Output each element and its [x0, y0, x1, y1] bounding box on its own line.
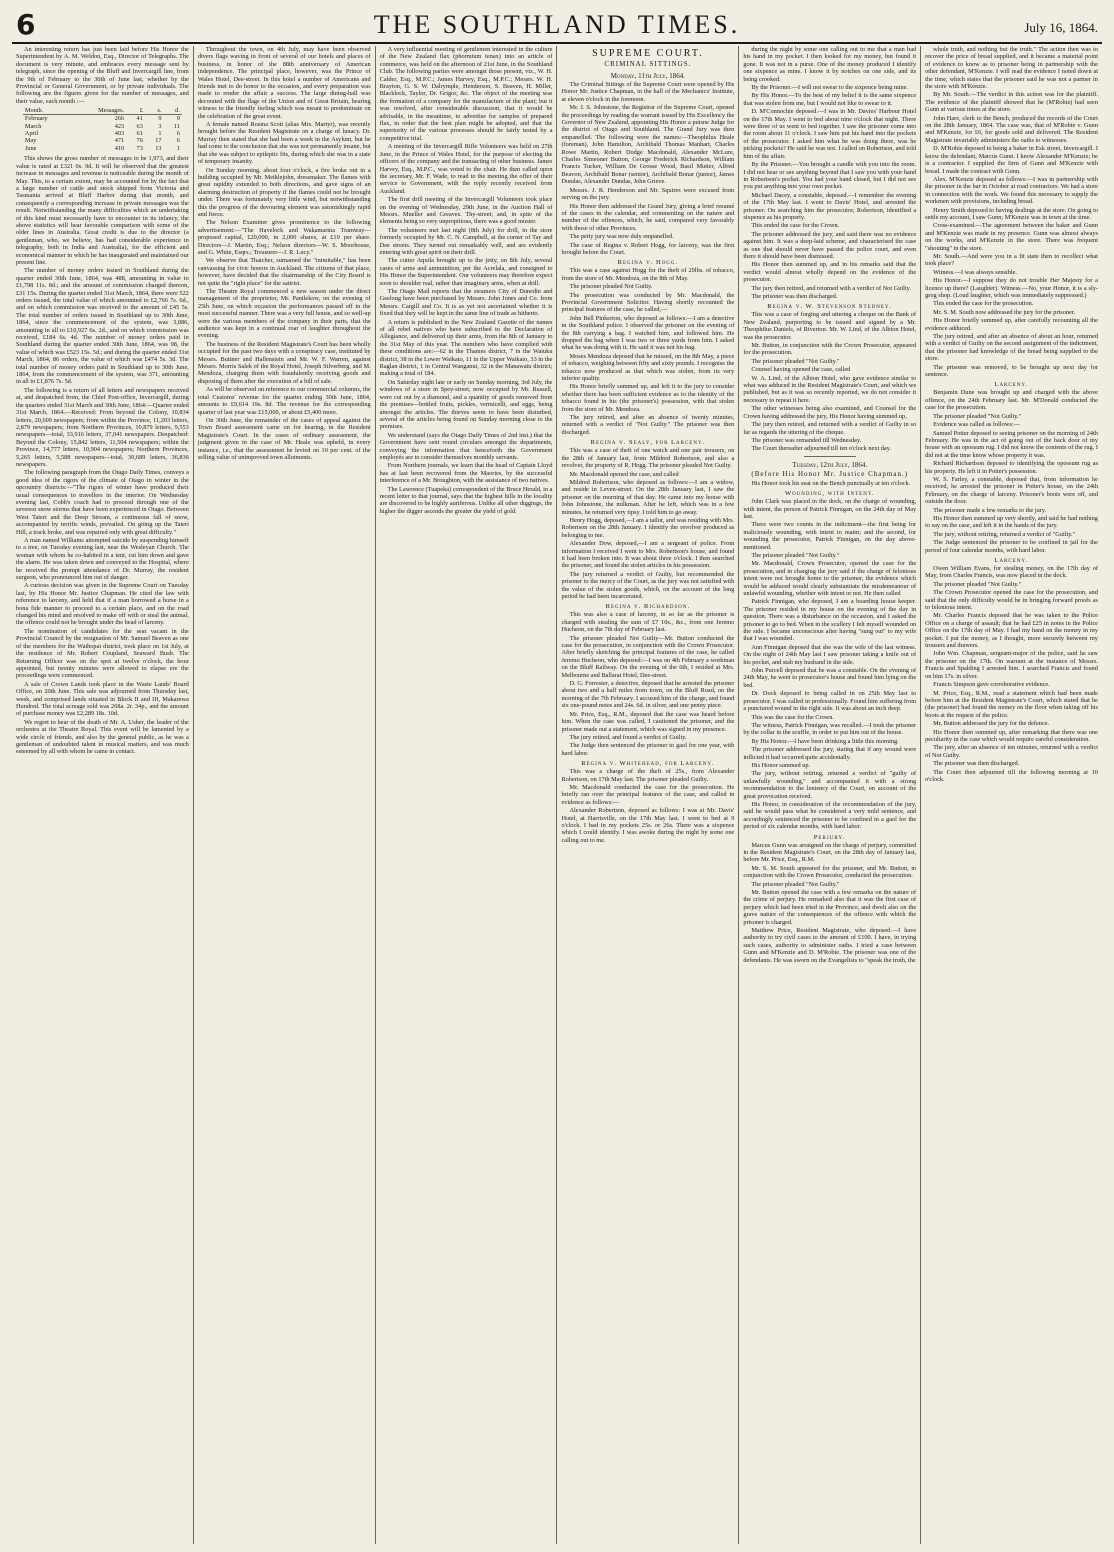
article-paragraph: The nomination of candidates for the seat vacant in the Provincial Council by the resignation of Mr. Samuel Beaven as one of the members for the Waihopai district, took place on 1st July, at the residence of Mr. Robert Coupland, Seaward Bush. The Returning Officer was on the spot at twelve o'clock, the hour appointed, but twenty minutes were allowed to elapse ere the proceedings were commenced.	[16, 627, 189, 680]
article-paragraph: Mr. Button, in conjunction with the Crown Prosecutor, appeared for the prosecution.	[743, 342, 917, 357]
article-paragraph: On Saturday night late or early on Sunday morning, 3rd July, the windows of a store in Spey-street, now occupied by Mr. Russell, were cut out by a diamond, and a quantity of goods removed from the premises—bottled fruits, pickles, vermicelli, and eggs, being amongst the articles. The thieves seem to have been disturbed, several of the articles being found on Sunday morning close to the premises.	[379, 378, 553, 431]
article-paragraph: Witness.—I was always sensible.	[933, 268, 1018, 276]
article-paragraph: A return is published in the New Zealand Gazette of the names of all rebel natives who have subscribed to the Declaration of Allegiance, and delivered up their arms, from the 8th of January to the 31st May of this year. The numbers who have complied with these conditions are:—62 in the Thames district, 7 in the Waiuku district, 38 in the Lower Waikato, 11 in the Upper Waikato, 33 in the Raglan district, 1 in Central Wanganui, 32 in the Manawatu district; making a total of 184.	[379, 318, 553, 378]
page-number: 6	[16, 8, 36, 41]
article-paragraph: Mr. South.—And were you in a fit state then to recollect what took place?	[925, 252, 1098, 268]
article-paragraph: W. A. Lind, of the Albion Hotel, who gave evidence similar to what was adduced in the Resident Magistrate's Court, and which we published, but as it was so recently reported, we do not consider it necessary to repeat it here.	[743, 374, 917, 404]
cell-messages: 423	[114, 122, 125, 130]
article-paragraph: We observe that Thatcher, surnamed the "inimitable," has been canvassing for civic honors in Auckland. The citizens of that place, however, have decided that the chairmanship of the City Board is not quite the "right place" for the satirist.	[197, 257, 371, 287]
table-header-row	[23, 107, 182, 115]
article-paragraph: By the Prisoner.—I will not swear to the sixpence being mine.	[751, 84, 909, 92]
cell-shillings: 17	[155, 137, 162, 145]
article-paragraph: Richard Richardson deposed to identifying the opossum rug as his property. He left it in Potter's possession.	[925, 460, 1098, 475]
article-paragraph: The Otago Mail reports that the steamers City of Dunedin and Geelong have been purchased by Messrs. John Jones and Co. from Messrs. Cargill and Co. It is as yet not ascertained whether it is fixed that they will be kept in the same line of trade as hitherto.	[379, 288, 553, 318]
article-paragraph: This ended the case for the prosecution.	[933, 300, 1034, 308]
article-paragraph: The prisoner pleaded "Not Guilty."	[751, 880, 840, 888]
article-paragraph: Michael Dacey, a constable, deposed.—I remember the evening of the 17th May last. I went to Davis' Hotel, and arrested the prisoner. On searching him the prosecutor, Robertson, identified a sixpence as his property.	[743, 191, 917, 221]
article-paragraph: Mr. Button opened the case with a few remarks on the nature of the crime of perjury. He remarked also that it was the first case of perjury which had been tried in the Province, and dwelt also on the grave nature of the consequences of the offence with which the prisoner is charged.	[743, 889, 917, 926]
section-subtitle: CRIMINAL SITTINGS.	[604, 60, 692, 68]
article-paragraph: during the night by some one calling out to me that a man had his hand in my pocket. I then looked for my money, but found it gone. It was not in a purse. One of the money produced I identify one sixpence as mine. I know it by notches on one side, and its being crooked.	[743, 46, 917, 83]
cell-shillings: 13	[155, 144, 162, 152]
divider	[804, 456, 856, 457]
article-paragraph: This was the case for the Crown.	[751, 713, 835, 721]
article-paragraph: The prisoner pleaded Not Guilty—Mr. Button conducted the case for the prosecution, in conjunction with the Crown Prosecutor. After briefly sketching the principal features of the case, he called Jeremo Hucheon, who deposed:—I was on 4th February a workman on the Bluff Railway. On the evening of the 6th, I resided at Mrs. Melbourne and Ballarat Hotel, Dee-street.	[561, 634, 735, 679]
article-paragraph: This was a case of theft of one watch and one pair trousers, on the 28th of January last, from Mildred Robertson, and also a revolver, the property of R. Hogg. The prisoner pleaded Not Guilty.	[561, 447, 735, 470]
article-paragraph: Alexander Robertson, deposed as follows: I was at Mr. Davis' Hotel, at Harrisville, on the 17th May last. I went to bed at 9 o'clock. I had in my pockets 25s. or 26s. There was a sixpence which I could identify. I was awoke during the night by some one calling out to me.	[561, 807, 735, 844]
article-paragraph: A sale of Crown Lands took place in the Waste Lands' Board Office, on 20th June. This sale was adjourned from Thursday last, week, and comprised lands situated in Block II and III, Makarewa Hundred. The total acreage sold was 268a. 2r. 34p., and the amount of purchase money was £2,289 18s. 10d.	[16, 680, 189, 718]
case-heading: Regina v. Richardson.	[605, 603, 691, 611]
article-paragraph: The Judge then sentenced the prisoner to gaol for one year, with hard labor.	[561, 742, 735, 757]
article-paragraph: The case of Regina v. Robert Hogg, for larceny, was the first brought before the Court.	[561, 241, 735, 256]
column-3	[375, 46, 557, 1544]
cell-shillings: 9	[158, 115, 162, 123]
article-paragraph: Benjamin Dune was brought up and charged with the above offence, on the 24th February last. Mr. M'Donald conducted the case for the prosecution.	[925, 389, 1098, 412]
cell-pounds: 41	[136, 115, 143, 123]
sitting-date: Monday, 11th July, 1864.	[610, 72, 686, 80]
article-paragraph: The petty jury was now duly empanelled.	[569, 233, 674, 241]
article-paragraph: By Mr. South.—The verdict in this action was for the plaintiff. The evidence of the plaintiff showed that he (M'Robie) had seen Gunn at various times at the store.	[925, 91, 1098, 114]
article-paragraph: The Crown Prosecutor opened the case for the prosecution, and said that the only difficulty would be in bringing forward proofs as to felonious intent.	[925, 589, 1098, 612]
column-2	[193, 46, 375, 1544]
article-paragraph: We regret to hear of the death of Mr. A. Usher, the leader of the orchestra at the Theatre Royal. This event will be lamented by a wide circle of friends, and also by the general public, as he was a gentleman of undoubted talent in musical matters, and was much esteemed by all with whom he came in contact.	[16, 718, 189, 756]
article-paragraph: The Theatre Royal commenced a new season under the direct management of the proprietor, Mr. Pantlekow, on the evening of 25th June, on which occasion the performances passed off in the most successful manner. There was a very full house, and so well-up were the various members of the company in their parts, that the audience was kept in a continual roar of laughter throughout the evening.	[197, 288, 371, 340]
table-row	[23, 123, 182, 130]
article-paragraph: The prisoner was then discharged.	[933, 760, 1020, 768]
article-paragraph: This ended the case for the Crown.	[751, 222, 840, 230]
article-paragraph: Mildred Robertson, who deposed as follows:—I am a widow, and reside in Leven-street. On the 28th January last, I saw the prisoner on the morning of that day. He came into my house with John Johnstone, the milkman. After he left, which was in a few minutes, he returned very tipsy. I told him to go away.	[561, 478, 735, 516]
cell-messages: 410	[114, 144, 125, 152]
article-paragraph: John Clark was placed in the dock, on the charge of wounding, with intent, the person of Patrick Finnigan, on the 24th day of May last.	[743, 498, 917, 520]
article-paragraph: The jury retired, and after an absence of about an hour, returned with a verdict of Guilty on the second assignment of the indictment, that the prisoner had knowledge of the bread being supplied to the store.	[925, 333, 1098, 363]
article-paragraph: The prisoner pleaded "Not Guilty."	[933, 580, 1022, 588]
issue-date: July 16, 1864.	[1024, 20, 1098, 35]
article-paragraph: Dr. Dock deposed to being called in on 25th May last to prosecutor. I was called in professionally. Found him suffering from a punctured wound in the right side. It was about an inch deep.	[743, 690, 917, 713]
article-paragraph: Mr. S. M. South now addressed the jury for the prisoner.	[933, 308, 1076, 316]
article-paragraph: Moses Mendoza deposed that he missed, on the 8th May, a piece of tobacco, weighing between fifty and sixty pounds. I recognise the tobacco now produced as that which was stolen, from its very inferior quality.	[561, 352, 735, 383]
article-paragraph: The jury then retired, and returned with a verdict of Not Guilty.	[751, 284, 911, 292]
case-heading: Wounding, with Intent.	[784, 490, 875, 498]
article-paragraph: Mr. Button addressed the jury for the defence.	[933, 720, 1050, 728]
article-paragraph: His Honor took his seat on the Bench punctually at ten o'clock.	[751, 479, 911, 487]
article-paragraph: The Judge sentenced the prisoner to be confined in jail for the period of four calendar months, with hard labor.	[925, 539, 1098, 554]
article-paragraph: Patrick Finnigan, who deposed, I am a boarding house keeper. The prisoner resided in my house on the evening of the day in question. There was a disturbance on the occasion, and I asked the prisoner to go to bed. When in the scullery I felt myself wounded on the side. I became unconscious after having "sung out" to my wife that I was wounded.	[743, 598, 917, 643]
case-heading: Regina v. Whitehead, for Larceny.	[581, 760, 715, 768]
article-paragraph: The volunteers met last night (8th July) for drill, in the store formerly occupied by Mr. C. N. Campbell, at the corner of Tay and Dee streets. They turned out remarkably well, and are evidently entering with great spirit on their drill.	[379, 226, 553, 256]
article-paragraph: His Honor briefly summed up, and left it to the jury to consider whether there has been sufficient evidence as to the identity of the tobacco found in his (the prisoner's) possession, with that stolen from the store of Mr. Mendoza.	[561, 383, 735, 413]
cell-pence: 6	[176, 137, 180, 145]
cell-pounds: 76	[136, 137, 143, 145]
article-paragraph: The jury returned a verdict of Guilty, but recommended the prisoner to the mercy of the Court, as the jury was not satisfied with the value of the stolen goods, which, on the account of the long period he had been incarcerated.	[561, 570, 735, 600]
article-paragraph: John Purcell deposed that he was a constable. On the evening of 24th May, he went to prosecutor's house and found him lying on the bed.	[743, 667, 917, 689]
article-paragraph: The following paragraph from the Otago Daily Times, conveys a good idea of the rigors of the climate of Otago in winter in the upcountry districts:—"The rigors of winter have produced their usual consequences to travellers in the interior. On Wednesday evening last, Cobb's coach had to proceed through one of the severest snow storms that have been experienced in Otago. Between West Taieri and the Deep Stream, a continuous fall of snow, accompanied by terrific winds, prevailed. On going up the Taieri Hill, a track broke, and was repaired only with great difficulty."	[16, 469, 189, 536]
article-paragraph: A meeting of the Invercargill Rifle Volunteers was held on 27th June, in the Prince of Wales Hotel, for the purpose of electing the officers of the company and the transacting of other business. James Harvey, Esq., M.P.C., was voted to the chair. He then called upon the secretary, Mr. F. Wade, to read to the meeting the offer of their service to Government, with the reply recently received from Auckland.	[379, 143, 553, 195]
article-paragraph: His Honor then summed up, and in his remarks said that the verdict would almost wholly depend on the evidence of the prosecutor.	[743, 261, 917, 284]
table-row	[23, 145, 182, 152]
article-paragraph: A very influential meeting of gentlemen interested in the culture of the New Zealand flax (phormium tenax) into an article of commerce, was held on the afternoon of 21st June, in the Southland Club. The following parties were amongst those present, viz., W. H. Calder, Esq., M.P.C.; James Harvey, Esq., M.P.C.; Messrs. W. H. Brayton, G. S. W. Dalrymple, Henderson, S. Beaven, H. Miller, Blacklock, Taylor, Dr. Grigor, &c. The object of the meeting was the formation of a company for the manufacture of the plant; but it was resolved, after considerable discussion, that it would be advisable, in the meantime, to advertise for samples of prepared flax, in order that the best plan might be adopted, and that the superiority of the various processes should be fairly tested by a competitive trial.	[379, 46, 553, 142]
cell-shillings: 1	[158, 130, 162, 138]
article-paragraph: On 30th June, the remainder of the cases of appeal against the Town Board assessment came on for hearing, in the Resident Magistrate's Court. In the cases of ordinary assessment, the judgment given in the case of Mr. Heale was upheld, in every instance, i.e., that the assessment be levied on 10 per cent. of the selling value of unimproved town allotments.	[197, 416, 371, 461]
article-paragraph: Mr. S. M. South appeared for the prisoner, and Mr. Button, in conjunction with the Crown Prosecutor, conducted the prosecution.	[743, 864, 917, 880]
table-row	[23, 115, 182, 123]
article-paragraph: Evidence was called as follows:—	[933, 421, 1020, 429]
article-paragraph: This was a case against Hogg for the theft of 29lbs. of tobacco, from the store of Mr. Mendoza, on the 8th of May.	[561, 267, 735, 282]
article-paragraph: We understand (says the Otago Daily Times of 2nd inst.) that the Government have sent round circulars amongst the departments, conveying the information that henceforth the Government employés are to consider themselves monthly servants.	[379, 431, 553, 461]
article-paragraph: The prisoner pleaded "Not Guilty."	[751, 357, 840, 365]
cell-month: February	[24, 115, 48, 123]
article-paragraph: The first drill meeting of the Invercargill Volunteers took place on the evening of Wednesday, 29th June, in the Auction Hall of Messrs. Mueller and Greaves. Thy-street; and, in spite of the elements being so very unpropitious, there was a good muster.	[379, 196, 553, 226]
cell-month: June	[24, 144, 37, 152]
article-paragraph: The jury retired, and found a verdict of Guilty.	[569, 733, 687, 741]
article-paragraph: Samuel Potter deposed to seeing prisoner on the morning of 24th February. He was in the act of going out of the back door of my house with an opossum rug. I did not know the contents of the rug. I did not at the time know whose property it was.	[925, 429, 1098, 459]
article-paragraph: A female named Rosina Scott (alias Mrs. Martyr), was recently brought before the Resident Magistrate on a charge of lunacy. Dr. Murray then stated that she had been a week in the Asylum, but he had come to the conclusion that she was not permanently insane, but that she was subject to epileptic fits, during which she was in a state of temporary insanity.	[197, 121, 371, 166]
cell-pounds: 61	[136, 130, 143, 138]
article-paragraph: The jury, without retiring, returned a verdict of "guilty of unlawfully wounding," and accompanied it with a strong recommendation to the leniency of the Court, on account of the great provocation received.	[743, 770, 917, 800]
article-paragraph: D. M'Connochie deposed.—I was in Mr. Davies' Harbour Hotel on the 17th May. I went to bed about nine o'clock that night. There were three of us went to bed together. I saw the prisoner come into the room about 11 o'clock. I saw him put his hand into the pockets of the prosecutor. I asked him what he was doing there, was he picking pockets? He said he was not. I called on Robertson, and told him of the affair.	[743, 108, 917, 160]
article-paragraph: Marcus Gunn was arraigned on the charge of perjury, committed in the Resident Magistrate's Court, on the 28th day of January last, before Mr. Price, Esq., R.M.	[743, 841, 917, 864]
article-paragraph: His Honor.—I suppose they do not trouble Her Majesty for a licence up there? (Laughter). Witness.—No, your Honor, it is a sly-grog shop. (Loud laughter, which was immediately suppressed.)	[925, 277, 1098, 299]
article-paragraph: W. S. Farley, a constable, deposed that, from information he received, he arrested the prisoner in Potter's house, on the 24th February, on the charge of larceny. Prisoner's boots were off, and outside the door.	[925, 475, 1098, 506]
article-paragraph: Henry Smith deposed to having dealings at the store. On going to settle my account, I saw Gunn; M'Kenzie was in town at the time.	[925, 206, 1098, 221]
article-paragraph: A man named Williams attempted suicide by suspending himself to a tree, on Tuesday evening last, near the Wesleyan Church. The woman with whom he co-habited in a tent, cut him down and gave the alarm. He was taken down and conveyed to the Hospital, where he received the prompt attendance of Dr. Murray, the resident surgeon, who pronounced him out of danger.	[16, 537, 189, 582]
column-5	[738, 46, 920, 1544]
sitting-date: Tuesday, 12th July, 1864.	[792, 460, 868, 469]
article-paragraph: There were two counts in the indictment—the first being for maliciously wounding, with intent to maim; and the second, for wounding the prosecutor, Patrick Finnigan, on the day above-mentioned.	[743, 521, 917, 551]
article-paragraph: By the Prisoner.—You brought a candle with you into the room. I did not hear or see anything beyond that I saw you with your hand in Robertson's pocket. You had your hand closed, but I did not see you put anything into your own pocket.	[743, 161, 917, 191]
cell-pounds: 63	[136, 122, 143, 130]
article-paragraph: Mr. Charles Francis deposed that he was taken to the Police Office on a charge of assault; that he had £25 in notes in the Police Office on the 17th day of May. I had my hand on the money in my pocket. I put the money, as I thought, more securely between my trousers and drawers.	[925, 612, 1098, 650]
article-paragraph: D. M'Robie deposed to being a baker in Esk street, Invercargill. I know the defendant, Marcus Gunn. I know Alexander M'Kenzie; he is a contractor. I supplied the firm of Gunn and M'Kenzie with bread. I made the contract with Gunn.	[925, 145, 1098, 175]
article-paragraph: The witness, Patrick Finnigan, was recalled.—I took the prisoner by the collar in the scuffle, in order to put him out of the house.	[743, 721, 917, 737]
article-paragraph: John Bell Pinkerton, who deposed as follows:—I am a detective in the Southland police. I observed the prisoner on the evening of the 8th carrying a bag. I watched him, and followed him. He dropped the bag when I was two or three yards from him. I asked what he was doing with it. He said it was not his bag.	[561, 314, 735, 352]
article-paragraph: The jury, without retiring, returned a verdict of "Guilty."	[933, 530, 1076, 538]
article-paragraph: Mr. Macdonald opened the case, and called	[569, 470, 679, 478]
article-paragraph: The following is a return of all letters and newspapers received at, and despatched from, the Chief Post-office, Invercargill, during the quarters ended 31st March and 30th June, 1864:—Quarter ended 31st March, 1864.—Received: From beyond the Colony, 10,834 letters, 20,609 newspapers; from within the Province, 11,203 letters, 2,879 newspapers; from Northern Provinces, 10,879 letters, 9,553 newspapers—total, 33,916 letters, 37,041 newspapers. Despatched: Beyond the Colony, 15,842 letters, 11,504 newspapers; within the Province, 14,777 letters, 10,904 newspapers; Northern Provinces, 5,265 letters, 5,588 newspapers—total, 30,689 letters, 36,836 newspapers.	[16, 386, 189, 468]
article-paragraph: Mr. Price, Esq., R.M., deposed that the case was heard before him. When the case was called, I cautioned the prisoner, and the prisoner made out a statement, which was signed in my presence.	[561, 710, 735, 733]
cell-month: April	[24, 130, 39, 138]
article-paragraph: The prisoner pleaded Not Guilty.	[569, 283, 653, 291]
article-paragraph: whole truth, and nothing but the truth." The action then was to recover the price of bread supplied, and it became a material point of evidence to know as to prisoner being in partnership with the other defendant, M'Kenzie. I will read the evidence I noted down at the time, which states that the prisoner said he was not a partner in the store with M'Kenzie.	[925, 46, 1098, 91]
article-paragraph: The prosecution was conducted by Mr. Macdonald, the Provincial Government Solicitor. Having shortly recounted the principal features of the case, he called,—	[561, 291, 735, 314]
article-paragraph: By His Honor.—I have been drinking a little this morning.	[751, 737, 899, 745]
article-paragraph: A curious decision was given in the Supreme Court on Tuesday last, by His Honor Mr. Justice Chapman. He cited the law with reference to larceny, and held that if a man borrowed a horse in a bona fide manner to proceed to a certain place, and on the road changed his mind and resolved to make off with or steal the animal, the offence could not be brought under the head of larceny.	[16, 582, 189, 627]
cell-pence: 6	[176, 130, 180, 138]
article-paragraph: The number of money orders issued in Southland during the quarter ended 30th June, 1864, was 488, amounting in value to £1,798 11s. 8d.; and the amount of commission charged thereon, £31 15s. During the quarter ended 31st March, 1864, there were 522 orders issued, the total value of which amounted to £2,766 7s. 6d., and on which commission was received to the amount of £45 5s. The total number of orders issued in Southland up to 30th June, 1864, since the commencement of the system, was 3,086, amounting in all to £10,927 6s. 2d., and on which commission was received, £184 6s. 4d. The number of money orders paid in Southland during the quarter ended 30th June, 1864, was 98, the value of which was £523 15s. 5d.; and during the quarter ended 31st March, 1864, 86 orders, the value of which was £474 5s. 3d. The total number of money orders paid in Southland up to 30th June, 1864, from the commencement of the system, was 371, amounting in all to £1,876 7s. 5d.	[16, 267, 189, 386]
article-paragraph: The Court thereafter adjourned till ten o'clock next day.	[751, 445, 892, 453]
cell-messages: 471	[114, 137, 125, 145]
article-paragraph: The jury, after an absence of ten minutes, returned with a verdict of Not Guilty.	[925, 744, 1098, 759]
telegraph-messages-table	[23, 107, 182, 152]
article-paragraph: The prisoner was then discharged.	[751, 293, 838, 300]
article-paragraph: From Northern journals, we learn that the head of Captain Lloyd has at last been recovered from the Maories, by the successful interference of a Mr. Broughton, with the assistance of two natives.	[379, 462, 553, 485]
column-1	[12, 46, 193, 1544]
case-heading: Regina v. W. Stevenson Stedney.	[767, 303, 893, 311]
case-heading: Perjury.	[813, 833, 846, 841]
cell-shillings: 3	[158, 122, 162, 130]
article-paragraph: His Honor then summed up very shortly, and said he had nothing to say on the case, and left it in the hands of the jury.	[925, 514, 1098, 530]
column-4	[556, 46, 738, 1544]
article-paragraph: Mr. J. S. Johnstone, the Registrar of the Supreme Court, opened the proceedings by reading the warrant issued by His Excellency the Governor of New Zealand, appointing His Honor a puisne Judge for the district of Otago and Southland. The Grand Jury was then empanelled. The following were the names:—Theophilus Heale (foreman), John Hamilton, Archibald Thomas Manhart, Charles Rowe Martin, Robert Dodge Macdonald, Alexander McLure, Charles Simeoner Button, George Frederick Richardson, William Francis Tucker, William De Grosse Wood, Basil Mutter, Alfred Beavon, Archibald Bonar (senior), Archibald Bonar (junior), James Dundas, Alexander Dundas, John Grieve.	[561, 104, 735, 186]
cell-pence: 9	[176, 115, 180, 123]
article-paragraph: Throughout the town, on 4th July, may have been observed divers flags waving in front of several of our hotels and places of business, in honor of the 88th anniversary of American independence. The principal place, however, was the Prince of Wales Hotel, Dee-street. In this hotel a number of Americans and friends met to do honor to the occasion, and every preparation was made to render the affair a success. The large dining-hall was decorated with the flags of the Union and of Great Britain, bearing witness to the friendly feeling which was meant to predominate on the celebration of the great event.	[197, 46, 371, 120]
article-paragraph: Matthew Price, Resident Magistrate, who deposed.—I have authority to try civil cases to the amount of £100. I have, in trying such cases, authority to administer oaths. I tried a case between Gunn and M'Kenzie and D. M'Robie. The prisoner was one of the defendants. He was sworn on the Evangelists to "speak the truth, the	[743, 927, 917, 964]
case-heading: Larceny.	[994, 381, 1029, 389]
article-paragraph: As will be observed on reference to our commercial columns, the total Customs' revenue for the quarter ending 30th June, 1864, amounts to £9,614 19s. 8d. The revenue for the corresponding quarter of last year was £15,000, or about £5,400 more.	[197, 386, 371, 416]
article-paragraph: Mr. Macdonald, Crown Prosecutor, opened the case for the prosecution, and in charging the jury said if the charge of felonious intent were not brought home to the prisoner, the evidence which would be adduced would clearly substantiate the misdemeanour of unlawful wounding, whether with intent or not. He then called	[743, 560, 917, 597]
table-row	[23, 130, 182, 137]
article-paragraph: Alexander Dow, deposed,—I am a sergeant of police. From information I received I went to Mrs. Robertson's house, and found it had been broken into. It was about three o'clock. I then searched the prisoner, and found the stolen articles in his possession.	[561, 540, 735, 570]
article-paragraph: Cross-examined.—The agreement between the baker and Gunn and M'Kenzie was made in my presence. Gunn was almost always on the works, and M'Kenzie in the store. There was frequent "shouting" in the store.	[925, 222, 1098, 252]
case-heading: Regina v. Sealy, for Larceny.	[590, 439, 706, 447]
article-paragraph: By His Honor.—To the best of my belief it is the same sixpence that was stolen from me, but I would not like to swear to it.	[743, 92, 917, 107]
article-paragraph: His Honor summed up.	[751, 761, 811, 769]
article-paragraph: Counsel having opened the case, called	[751, 366, 851, 374]
case-heading: Larceny.	[994, 557, 1029, 564]
cell-pence: 1	[176, 144, 180, 152]
table-row	[23, 137, 182, 144]
article-paragraph: This was a charge of the theft of 25s., from Alexander Robertson, on 17th May last. The prisoner pleaded Guilty.	[561, 768, 735, 783]
article-paragraph: The prisoner was removed, to be brought up next day for sentence.	[925, 363, 1098, 379]
cell-messages: 266	[114, 115, 125, 123]
cell-pounds: 73	[136, 144, 143, 152]
article-paragraph: An interesting return has just been laid before His Honor the Superintendent by A. M. Weldon, Esq., Director of Telegraphs. The document is very minute, and embraces every message sent by telegraph, since the opening of the Bluff and Invercargill line, from the 9th of February to the 30th of June last, whether by the Provincial or General Government, or by private individuals. The following are the figures given for the number of messages, and their value, each month :—	[16, 46, 189, 105]
article-paragraph: His Honor, in consideration of the recommendation of the jury, said he would pass what he considered a very mild sentence, and accordingly sentenced the prisoner to be confined in a gaol for the period of six calendar months, with hard labor.	[743, 800, 917, 831]
header-shillings: s.	[145, 107, 164, 115]
cell-messages: 403	[114, 130, 125, 138]
article-paragraph: Mr. Macdonald conducted the case for the prosecution. He briefly ran over the principal features of the case, and called in evidence as follows:—	[561, 783, 735, 806]
article-paragraph: On Sunday morning, about four o'clock, a fire broke out in a building occupied by Mr. Meiklejohn, dressmaker. The flames with great rapidity extended to both directions, and gave signs of an alarming destruction of property if the flames could not be brought under. There was fortunately very little wind, but notwithstanding this the progress of the devouring element was astonishingly rapid and fierce.	[197, 166, 371, 218]
article-paragraph: The jury then retired, and returned with a verdict of Guilty in so far as regards the uttering of the cheque.	[743, 421, 917, 436]
article-paragraph: The cutter Aquila brought up to the jetty, on 8th July, several cases of arms and ammunition, per the Acrelala, and consigned to His Honor the Superintendent. Our volunteers may therefore expect soon to shoulder real, rather than imaginary arms, when at drill.	[379, 257, 553, 287]
article-paragraph: Ann Finnigan deposed that she was the wife of the last witness. On the night of 24th May last I saw prisoner taking a knife out of his pocket, and stab my husband in the side.	[743, 643, 917, 666]
article-paragraph: His Honor briefly summed up, after carefully recounting all the evidence adduced.	[925, 317, 1098, 332]
article-paragraph: This shows the gross number of messages to be 1,973, and their value is rated at £321 0s. 9d. It will be observed that the greatest increase in messages and revenue is noticeable during the month of May. This, to a certain extent, may be accounted for by the fact that a large number of cattle and stock shipped from Victoria and Tasmania arrived at Bluff Harbor during that month, and consequently a corresponding increase in private messages was the result. Notwithstanding the many difficulties which an undertaking of this kind must necessarily have to encounter in its infancy, the above statistics will bear favorable comparison with some of the older lines in Australia. Great credit is due to the director (a gentleman, who, we believe, has had considerable experience in telegraphy, both in India and Australia), for the efficient and economical manner in which he has inaugurated and maintained our present line.	[16, 155, 189, 266]
cell-month: March	[24, 122, 42, 130]
columns	[12, 46, 1102, 1544]
article-paragraph: His Honor then summed up, after remarking that there was one peculiarity in the case which would require careful consideration.	[925, 728, 1098, 743]
header-pence: d.	[164, 107, 182, 115]
court-line: (Before His Honor Mr. Justice Chapman.)	[751, 469, 909, 478]
section-title: SUPREME COURT.	[592, 48, 704, 59]
article-paragraph: The business of the Resident Magistrate's Court has been wholly occupied for the past two days with a conspiracy case, instituted by Messrs. Buttner and Hallenstein and Mr. W. F. Warren, against Messrs. Morris Salek of the Royal Hotel, Joseph Silverberg, and M. Mendoza, charging them with fraudulently receiving goods and disposing of them after the execution of a bill of sale.	[197, 340, 371, 385]
article-paragraph: The prisoner made a few remarks to the jury.	[933, 506, 1047, 514]
header-messages: Messages.	[72, 107, 127, 115]
article-paragraph: The jury retired, and after an absence of twenty minutes, returned with a verdict of "Not Guilty." The prisoner was then discharged.	[561, 414, 735, 436]
article-paragraph: Owen William Evans, for stealing money, on the 17th day of May, from Charles Francis, was now placed in the dock.	[925, 565, 1098, 580]
article-paragraph: John Hare, clerk to the Bench, produced the records of the Court on the 28th January, 1864. The case was, that of M'Robie v. Gunn and M'Kenzie, for £6, for goods sold and delivered. The Resident Magistrate invariably administers the oaths to witnesses.	[925, 114, 1098, 144]
article-paragraph: The prisoner was remanded till Wednesday.	[751, 436, 862, 444]
cell-month: May	[24, 137, 37, 145]
header-pounds: £	[126, 107, 145, 115]
article-paragraph: The other witnesses being also examined, and Counsel for the Crown having addressed the jury, His Honor having summed up,	[743, 405, 917, 420]
masthead	[12, 6, 1102, 44]
article-paragraph: The Criminal Sittings of the Supreme Court were opened by His Honor Mr. Justice Chapman, in the hall of the Mechanics' Institute, at eleven o'clock in the forenoon.	[561, 81, 735, 103]
article-paragraph: John Wm. Chapman, sergeant-major of the police, said he saw the prisoner on the 17th. On warrant at the instance of Messrs. Francis and Spalding I arrested him. I searched Francis and found on him 17s. in silver.	[925, 650, 1098, 680]
column-6	[920, 46, 1102, 1544]
article-paragraph: M. Price, Esq., R.M., read a statement which had been made before him at the Resident Magistrate's Court, which stated that he (the prisoner) had found the money on the floor when taking off his boots at the request of the police.	[925, 689, 1098, 719]
article-paragraph: The Lawrence (Tuapeka) correspondent of the Bruce Herald, in a recent letter to that journal, says that the highest hills in the locality are discovered to be highly auriferous. Unlike all other diggings, the higher the digger ascends the greater the yield of gold.	[379, 485, 553, 515]
article-paragraph: This was a case of forging and uttering a cheque on the Bank of New Zealand, purporting to be issued and signed by a Mr. Theophilus Daniels, of Riverton. Mr. W. Lind, of the Albion Hotel, was the prosecutor.	[743, 311, 917, 341]
article-paragraph: The prisoner addressed the jury, stating that if any wound were inflicted it had occurred quite accidentally.	[743, 746, 917, 761]
paper-title: THE SOUTHLAND TIMES.	[373, 10, 741, 39]
article-paragraph: Francis Simpson gave corroborative evidence.	[933, 681, 1050, 689]
case-heading: Regina v. Hogg.	[617, 259, 679, 267]
article-paragraph: Messrs. J. R. Henderson and Mr. Squires were excused from serving on the jury.	[561, 186, 735, 202]
cell-pence: 11	[173, 122, 180, 130]
header-month: Month.	[23, 107, 72, 115]
article-paragraph: His Honor then addressed the Grand Jury, giving a brief resumé of the cases in the calendar, and commenting on the nature and number of the offences, which, he said, compared very favorably with those of other Provinces.	[561, 202, 735, 232]
article-paragraph: This was also a case of larceny, in so far as the prisoner is charged with stealing the sum of £7 10s., &c., from one Jeremo Hucheon, on the 7th day of February last.	[561, 611, 735, 634]
article-paragraph: The Nelson Examiner gives prominence to the following advertisement:—"The Havelock and Wakamarina Tramway—proposed capital, £20,000, in 2,000 shares, at £10 per share. Directors—J. Martin, Esq.; Nelson directors—W. S. Moorhouse, and G. White, Esqrs.; Treasurer—J. R. Lucy."	[197, 219, 371, 256]
article-paragraph: The prisoner pleaded "Not Guilty."	[933, 412, 1022, 420]
article-paragraph: Henry Hogg, deposed,—I am a tailor, and was residing with Mrs. Robertson on the 28th January. I identify the revolver produced as belonging to me.	[561, 516, 735, 539]
article-paragraph: D. G. Forrester, a detective, deposed that he arrested the prisoner about two and a half miles from town, on the Bluff Road, on the morning of the 7th February. I accused him of the charge, and found six one-pound notes and 24s. 6d. in silver, and one penny piece.	[561, 680, 735, 710]
article-paragraph: The prisoner pleaded "Not Guilty."	[751, 551, 840, 559]
article-paragraph: The Court then adjourned till the following morning at 10 o'clock.	[925, 768, 1098, 783]
article-paragraph: Alex. M'Kenzie deposed as follows:—I was in partnership with the prisoner in the bar in October at road contractors. We had a store in connection with the work. We found this necessary to supply the workmen with provisions, including bread.	[925, 175, 1098, 206]
article-paragraph: The prisoner addressed the jury, and said there was no evidence against him. It was a deep-laid scheme, and characterised the case as one that should never have passed the police court, and even there it should have been dismissed.	[743, 230, 917, 260]
